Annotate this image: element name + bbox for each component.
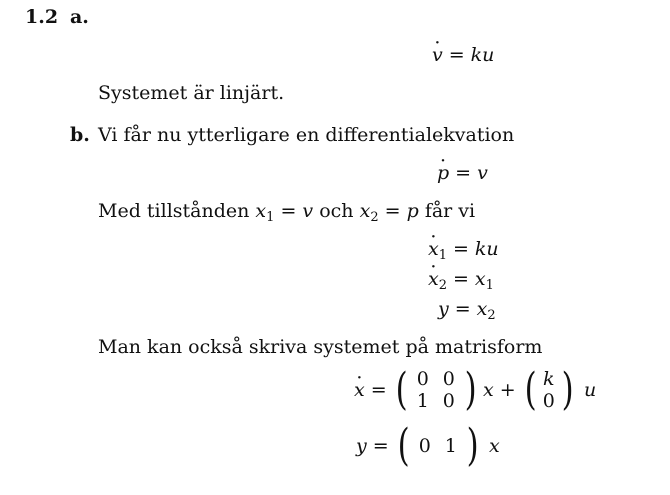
matrix-x: x bbox=[482, 379, 494, 401]
matrix-u: u bbox=[583, 379, 597, 401]
section-number: 1.2 bbox=[25, 6, 59, 28]
states-post: får vi bbox=[424, 200, 476, 222]
b2: 0 bbox=[542, 390, 555, 412]
states-eq2: = p bbox=[384, 200, 419, 222]
b1: k bbox=[543, 368, 555, 390]
part-b-label: b. bbox=[70, 124, 90, 146]
matrix-a bbox=[410, 368, 462, 412]
states-x2-sub: 2 bbox=[370, 210, 379, 225]
matrix-b bbox=[539, 368, 559, 412]
states-x1-sub: 1 bbox=[266, 210, 275, 225]
state-eq-1: · $x_1$ = ku bbox=[428, 238, 499, 260]
part-a-label: a. bbox=[70, 6, 89, 28]
state-eq-2-lhs: · x bbox=[428, 268, 439, 290]
text-linear: Systemet är linjärt. bbox=[98, 82, 285, 104]
equation-a: · v = ku bbox=[432, 44, 494, 66]
states-och: och bbox=[319, 200, 354, 222]
output-lhs: y bbox=[356, 435, 367, 457]
state-eq-1-sub: 1 bbox=[438, 248, 447, 263]
states-x1: x bbox=[255, 200, 267, 222]
state-eq-1-lhs: · x bbox=[428, 238, 439, 260]
states-pre: Med tillstånden bbox=[98, 200, 250, 222]
matrix-plus: + bbox=[499, 379, 516, 401]
matrix-equation: · x = ( 0 0 1 0 ) x + ( k 0 ) u bbox=[354, 368, 596, 412]
state-eq-3-lhs: y bbox=[438, 298, 449, 320]
state-eq-2: · $x_2 = x_1$ bbox=[428, 268, 494, 290]
text-matrix: Man kan också skriva systemet på matrisform bbox=[98, 336, 543, 358]
equation-b: · p = v bbox=[437, 162, 488, 184]
state-eq-3: $y = x_2$ bbox=[438, 298, 496, 323]
matrix-c bbox=[412, 435, 464, 457]
state-eq-2-sub: 2 bbox=[438, 278, 447, 293]
c2: 1 bbox=[444, 435, 457, 457]
state-eq-3-rhs-sub: 2 bbox=[487, 308, 496, 323]
eq-a-rhs: ku bbox=[470, 44, 495, 66]
a21: 1 bbox=[416, 390, 429, 412]
state-eq-2-rhs: x bbox=[474, 268, 486, 290]
state-eq-3-rhs: x bbox=[476, 298, 488, 320]
a11: 0 bbox=[416, 368, 429, 390]
state-eq-1-rhs: ku bbox=[474, 238, 499, 260]
eq-a-lhs: · v bbox=[432, 44, 443, 66]
text-states bbox=[98, 200, 476, 225]
output-equation: y = ( 0 1 ) x bbox=[356, 420, 500, 471]
states-eq1: = v bbox=[280, 200, 314, 222]
text-b-intro: Vi får nu ytterligare en differentialekvation bbox=[98, 124, 515, 146]
eq-b-rhs: v bbox=[477, 162, 488, 184]
eq-b-lhs: · p bbox=[437, 162, 449, 184]
c1: 0 bbox=[418, 435, 431, 457]
a12: 0 bbox=[442, 368, 455, 390]
output-x: x bbox=[489, 435, 500, 457]
a22: 0 bbox=[442, 390, 455, 412]
state-eq-2-rhs-sub: 1 bbox=[485, 278, 494, 293]
matrix-lhs: · x bbox=[354, 379, 365, 401]
states-x2: x bbox=[359, 200, 371, 222]
